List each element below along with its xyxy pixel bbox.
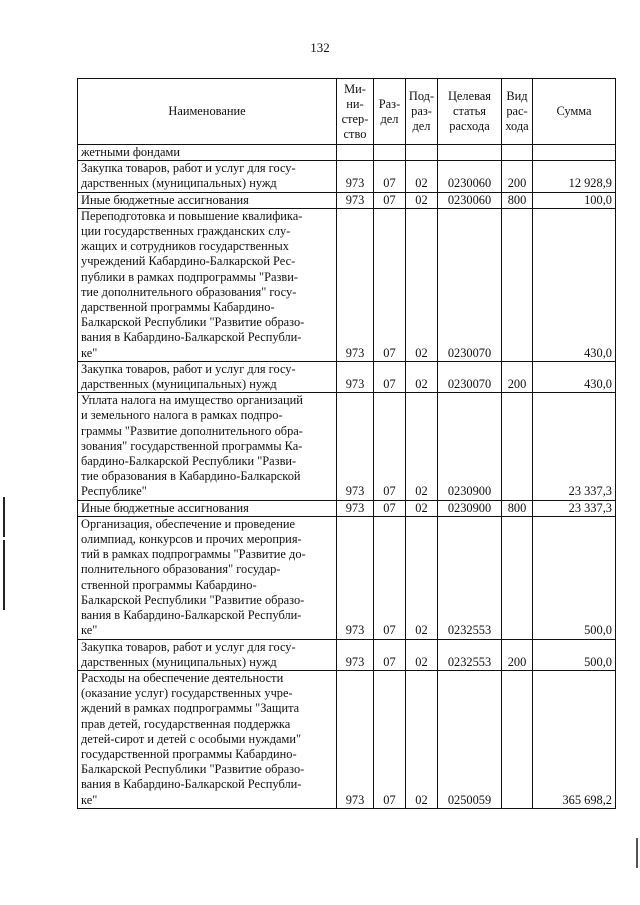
cell-type: 200	[502, 161, 533, 192]
cell-sum: 100,0	[533, 192, 616, 208]
cell-subsection	[406, 145, 438, 161]
cell-target: 0230900	[438, 500, 502, 516]
cell-type	[502, 208, 533, 361]
cell-target: 0230070	[438, 208, 502, 361]
cell-ministry: 973	[337, 161, 374, 192]
cell-section: 07	[374, 361, 406, 392]
header-type: Вид рас- хода	[502, 79, 533, 145]
table-row	[78, 670, 616, 808]
cell-ministry: 973	[337, 639, 374, 670]
page-number: 132	[310, 40, 330, 55]
cell-sum: 430,0	[533, 361, 616, 392]
budget-table	[77, 78, 616, 809]
cell-sum: 430,0	[533, 208, 616, 361]
cell-sum: 23 337,3	[533, 393, 616, 500]
header-sum: Сумма	[533, 79, 616, 145]
cell-subsection: 02	[406, 161, 438, 192]
cell-target: 0232553	[438, 516, 502, 639]
cell-ministry: 973	[337, 208, 374, 361]
cell-type: 200	[502, 639, 533, 670]
cell-subsection: 02	[406, 393, 438, 500]
header-ministry: Ми- ни- стер- ство	[337, 79, 374, 145]
table-row	[78, 192, 616, 208]
cell-subsection: 02	[406, 500, 438, 516]
table-row	[78, 161, 616, 192]
cell-subsection: 02	[406, 516, 438, 639]
scan-edge-mark	[3, 540, 5, 610]
cell-name: Закупка товаров, работ и услуг для госу- дарственных (муниципальных) нужд	[78, 639, 337, 670]
cell-section: 07	[374, 161, 406, 192]
scan-edge-mark	[636, 838, 638, 868]
cell-type	[502, 516, 533, 639]
cell-section: 07	[374, 208, 406, 361]
cell-subsection: 02	[406, 361, 438, 392]
cell-target: 0230060	[438, 161, 502, 192]
cell-sum: 23 337,3	[533, 500, 616, 516]
table-row	[78, 145, 616, 161]
cell-sum: 500,0	[533, 516, 616, 639]
cell-type: 800	[502, 192, 533, 208]
header-section: Раз- дел	[374, 79, 406, 145]
cell-ministry: 973	[337, 500, 374, 516]
cell-ministry: 973	[337, 393, 374, 500]
table-row	[78, 208, 616, 361]
cell-type	[502, 145, 533, 161]
cell-type	[502, 670, 533, 808]
table-row	[78, 361, 616, 392]
header-subsection: Под- раз- дел	[406, 79, 438, 145]
cell-section: 07	[374, 670, 406, 808]
cell-ministry: 973	[337, 361, 374, 392]
cell-name: Иные бюджетные ассигнования	[78, 192, 337, 208]
cell-subsection: 02	[406, 208, 438, 361]
cell-sum	[533, 145, 616, 161]
cell-target	[438, 145, 502, 161]
header-name: Наименование	[78, 79, 337, 145]
cell-ministry: 973	[337, 192, 374, 208]
cell-target: 0230060	[438, 192, 502, 208]
cell-target: 0230900	[438, 393, 502, 500]
table-row	[78, 639, 616, 670]
cell-section: 07	[374, 500, 406, 516]
table-row	[78, 500, 616, 516]
cell-section	[374, 145, 406, 161]
cell-type: 200	[502, 361, 533, 392]
cell-section: 07	[374, 639, 406, 670]
cell-name: Закупка товаров, работ и услуг для госу- дарственных (муниципальных) нужд	[78, 361, 337, 392]
cell-sum: 12 928,9	[533, 161, 616, 192]
cell-name: жетными фондами	[78, 145, 337, 161]
cell-ministry: 973	[337, 516, 374, 639]
cell-target: 0250059	[438, 670, 502, 808]
cell-type: 800	[502, 500, 533, 516]
cell-subsection: 02	[406, 639, 438, 670]
cell-section: 07	[374, 516, 406, 639]
header-target: Целевая статья расхода	[438, 79, 502, 145]
scan-edge-mark	[3, 497, 5, 537]
cell-section: 07	[374, 192, 406, 208]
cell-name: Переподготовка и повышение квалифика- ции государственных гражданских слу- жащих и сотрудников государственных учреждений Кабардино-Балкарской Рес- публики в рамках подпрограммы "Разви- тие дополнительного образования" госу- дарственной программы Кабардино- Балкарской Республики "Развитие образо- вания в Кабардино-Балкарской Республи- ке"	[78, 208, 337, 361]
cell-name: Расходы на обеспечение деятельности (оказание услуг) государственных учре- ждений в рамках подпрограммы "Защита прав детей, государственная поддержка детей-сирот и детей с особыми нуждами" государственной программы Кабардино- Балкарской Республики "Развитие образо- вания в Кабардино-Балкарской Республи- ке"	[78, 670, 337, 808]
cell-sum: 500,0	[533, 639, 616, 670]
cell-subsection: 02	[406, 192, 438, 208]
cell-type	[502, 393, 533, 500]
table-header-row	[78, 79, 616, 145]
cell-ministry	[337, 145, 374, 161]
cell-target: 0232553	[438, 639, 502, 670]
cell-section: 07	[374, 393, 406, 500]
cell-subsection: 02	[406, 670, 438, 808]
table-body	[78, 145, 616, 809]
table-row	[78, 516, 616, 639]
table-row	[78, 393, 616, 500]
cell-name: Уплата налога на имущество организаций и земельного налога в рамках подпро- граммы "Развитие дополнительного обра- зования" государственной программы Ка- бардино-Балкарской Республики "Разви- тие образования в Кабардино-Балкарской Республике"	[78, 393, 337, 500]
cell-ministry: 973	[337, 670, 374, 808]
cell-name: Организация, обеспечение и проведение олимпиад, конкурсов и прочих мероприя- тий в рамках подпрограммы "Развитие до- полнительного образования" государ- ственной программы Кабардино- Балкарской Республики "Развитие образо- вания в Кабардино-Балкарской Республи- ке"	[78, 516, 337, 639]
cell-name: Закупка товаров, работ и услуг для госу- дарственных (муниципальных) нужд	[78, 161, 337, 192]
cell-target: 0230070	[438, 361, 502, 392]
cell-sum: 365 698,2	[533, 670, 616, 808]
cell-name: Иные бюджетные ассигнования	[78, 500, 337, 516]
